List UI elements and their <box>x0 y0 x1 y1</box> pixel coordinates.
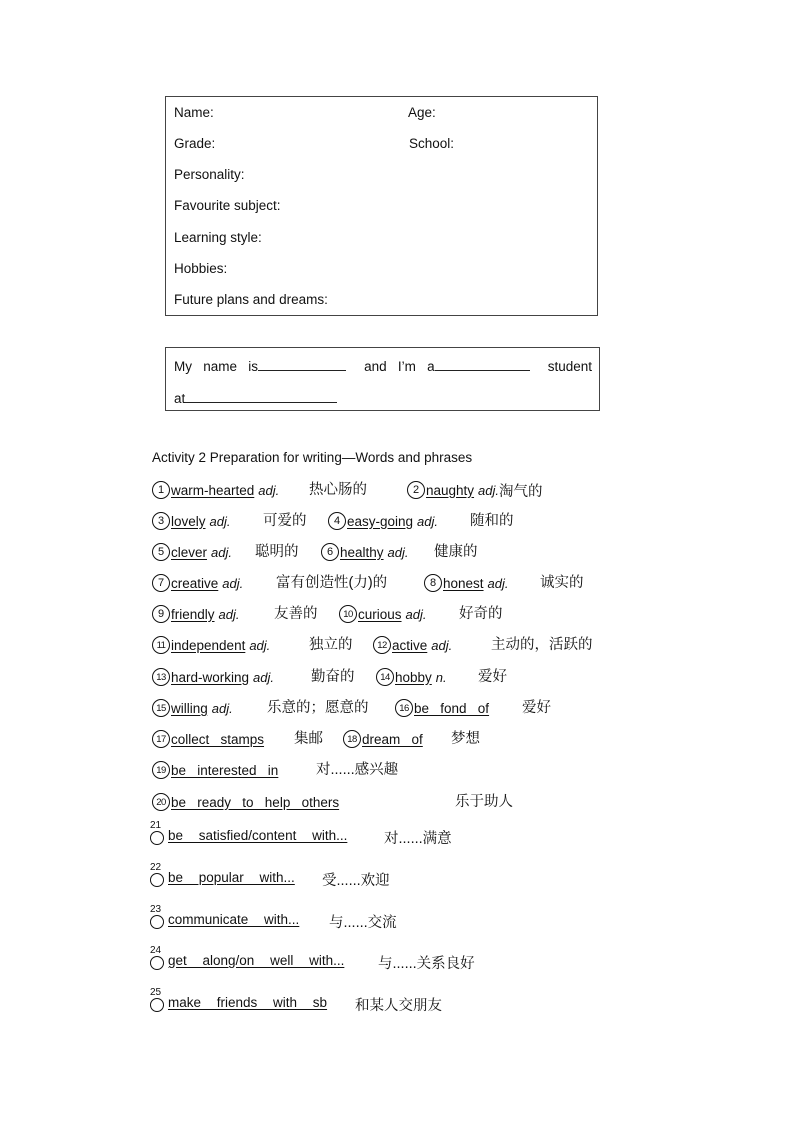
circled-number: 20 <box>152 793 170 811</box>
vocab-term: clever <box>171 544 208 560</box>
activity-heading: Activity 2 Preparation for writing—Words and phrases <box>152 450 473 465</box>
vocab-item <box>373 634 452 656</box>
vocab-meaning: 乐意的；愿意的 <box>267 700 369 716</box>
personality-label: Personality: <box>174 167 245 182</box>
circled-number: 7 <box>152 574 170 592</box>
circled-number: 16 <box>395 699 413 717</box>
vocab-item <box>321 541 409 563</box>
sentence-box <box>165 347 600 411</box>
phrase-number: 23 <box>150 904 162 915</box>
vocab-meaning: 爱好 <box>478 669 507 685</box>
phrase-term: get along/on well with... <box>168 953 345 968</box>
vocab-item <box>339 603 427 625</box>
vocab-item <box>152 759 278 781</box>
vocab-term: naughty <box>426 482 475 498</box>
phrase-meaning: 对......满意 <box>384 831 452 847</box>
vocab-item <box>152 479 279 501</box>
vocab-pos: adj. <box>253 669 275 685</box>
circle-icon <box>150 956 164 970</box>
sentence-line-2 <box>174 388 337 406</box>
vocab-meaning: 热心肠的 <box>309 482 367 498</box>
vocab-meaning: 对......感兴趣 <box>316 762 399 778</box>
vocab-term: curious <box>358 606 402 622</box>
vocab-term: creative <box>171 575 219 591</box>
vocab-pos: adj. <box>211 700 233 716</box>
vocab-term: healthy <box>340 544 384 560</box>
vocab-term: lovely <box>171 513 206 529</box>
circled-number: 10 <box>339 605 357 623</box>
circle-icon <box>150 915 164 929</box>
vocab-item <box>152 697 233 719</box>
vocab-term: active <box>392 637 428 653</box>
circled-number: 4 <box>328 512 346 530</box>
vocab-term: be ready to help others <box>171 794 340 810</box>
circle-icon <box>150 998 164 1012</box>
circled-number: 8 <box>424 574 442 592</box>
vocab-term: easy-going <box>347 513 414 529</box>
phrase-meaning: 与......交流 <box>329 915 397 931</box>
phrase-number: 24 <box>150 945 162 956</box>
vocab-pos: adj. <box>478 482 500 498</box>
circled-number: 11 <box>152 636 170 654</box>
circled-number: 18 <box>343 730 361 748</box>
phrase-number: 22 <box>150 862 162 873</box>
favourite-subject-label: Favourite subject: <box>174 198 281 213</box>
vocab-item <box>424 572 509 594</box>
vocab-pos: adj. <box>249 637 271 653</box>
vocab-meaning: 勤奋的 <box>311 669 355 685</box>
vocab-item <box>152 634 270 656</box>
phrase-term: communicate with... <box>168 912 300 927</box>
vocab-term: warm-hearted <box>171 482 255 498</box>
circle-icon <box>150 831 164 845</box>
vocab-meaning: 富有创造性(力)的 <box>276 575 388 591</box>
vocab-term: be fond of <box>414 700 490 716</box>
vocab-meaning: 聪明的 <box>255 544 299 560</box>
vocab-pos: adj. <box>218 606 240 622</box>
vocab-item <box>152 572 243 594</box>
vocab-term: independent <box>171 637 246 653</box>
name-blank[interactable] <box>258 356 346 371</box>
phrase-term: be popular with... <box>168 870 295 885</box>
name-label: Name: <box>174 105 214 120</box>
circled-number: 2 <box>407 481 425 499</box>
sentence-text-3: student <box>547 359 592 374</box>
vocab-pos: adj. <box>431 637 453 653</box>
vocab-meaning: 可爱的 <box>263 513 307 529</box>
vocab-item <box>152 666 274 688</box>
vocab-term: willing <box>171 700 208 716</box>
phrase-meaning: 与......关系良好 <box>378 956 475 972</box>
circled-number: 9 <box>152 605 170 623</box>
vocab-item <box>376 666 447 688</box>
vocab-meaning: 集邮 <box>294 731 323 747</box>
vocab-term: honest <box>443 575 484 591</box>
vocab-meaning: 乐于助人 <box>455 794 513 810</box>
sentence-text-4: at <box>174 391 186 406</box>
vocab-meaning: 梦想 <box>451 731 480 747</box>
sentence-part-my-name <box>174 356 346 374</box>
vocab-meaning: 随和的 <box>470 513 514 529</box>
circled-number: 19 <box>152 761 170 779</box>
vocab-item <box>395 697 489 719</box>
vocab-pos: adj. <box>258 482 280 498</box>
circled-number: 15 <box>152 699 170 717</box>
vocab-item <box>152 791 339 813</box>
vocab-term: be interested in <box>171 762 279 778</box>
vocab-term: dream of <box>362 731 423 747</box>
vocab-item <box>152 728 264 750</box>
phrase-meaning: 和某人交朋友 <box>355 998 442 1014</box>
learning-style-label: Learning style: <box>174 230 262 245</box>
vocab-meaning: 主动的，活跃的 <box>491 637 593 653</box>
vocab-item <box>328 510 438 532</box>
vocab-item <box>152 510 230 532</box>
circled-number: 1 <box>152 481 170 499</box>
vocab-meaning: 友善的 <box>274 606 318 622</box>
grade-label: Grade: <box>174 136 216 151</box>
vocab-pos: n. <box>435 669 447 685</box>
vocab-meaning: 诚实的 <box>540 575 584 591</box>
vocab-pos: adj. <box>222 575 244 591</box>
vocab-pos: adj. <box>417 513 439 529</box>
vocab-pos: adj. <box>209 513 231 529</box>
vocab-term: collect stamps <box>171 731 265 747</box>
sentence-text-2: and I’m a <box>364 359 435 374</box>
vocab-term: hobby <box>395 669 432 685</box>
circled-number: 14 <box>376 668 394 686</box>
vocab-pos: adj. <box>387 544 409 560</box>
vocab-meaning: 独立的 <box>309 637 353 653</box>
future-plans-label: Future plans and dreams: <box>174 292 328 307</box>
age-label: Age: <box>408 105 436 120</box>
sentence-part-im-a <box>364 356 530 374</box>
circled-number: 17 <box>152 730 170 748</box>
vocab-item <box>152 603 240 625</box>
vocab-item <box>343 728 423 750</box>
circled-number: 12 <box>373 636 391 654</box>
vocab-meaning: 健康的 <box>434 544 478 560</box>
phrase-term: make friends with sb <box>168 995 328 1010</box>
profile-form-box <box>165 96 598 316</box>
phrase-meaning: 受......欢迎 <box>322 873 390 889</box>
circled-number: 6 <box>321 543 339 561</box>
vocab-pos: adj. <box>211 544 232 560</box>
circle-icon <box>150 873 164 887</box>
student-type-blank[interactable] <box>435 356 530 371</box>
phrase-number: 25 <box>150 987 162 998</box>
vocab-meaning: 爱好 <box>522 700 551 716</box>
school-label: School: <box>409 136 455 151</box>
vocab-pos: adj. <box>487 575 509 591</box>
sentence-text-1: My name is <box>174 359 259 374</box>
vocab-item <box>407 479 543 501</box>
vocab-meaning: 淘气的 <box>499 483 543 500</box>
sentence-line-1 <box>174 356 592 374</box>
phrase-term: be satisfied/content with... <box>168 828 348 843</box>
hobbies-label: Hobbies: <box>174 261 228 276</box>
circled-number: 13 <box>152 668 170 686</box>
vocab-pos: adj. <box>405 606 427 622</box>
vocab-term: friendly <box>171 606 215 622</box>
vocab-meaning: 好奇的 <box>459 606 503 622</box>
phrase-number: 21 <box>150 820 162 831</box>
circled-number: 5 <box>152 543 170 561</box>
school-blank[interactable] <box>185 388 337 403</box>
vocab-item <box>152 541 232 563</box>
vocab-term: hard-working <box>171 669 250 685</box>
circled-number: 3 <box>152 512 170 530</box>
